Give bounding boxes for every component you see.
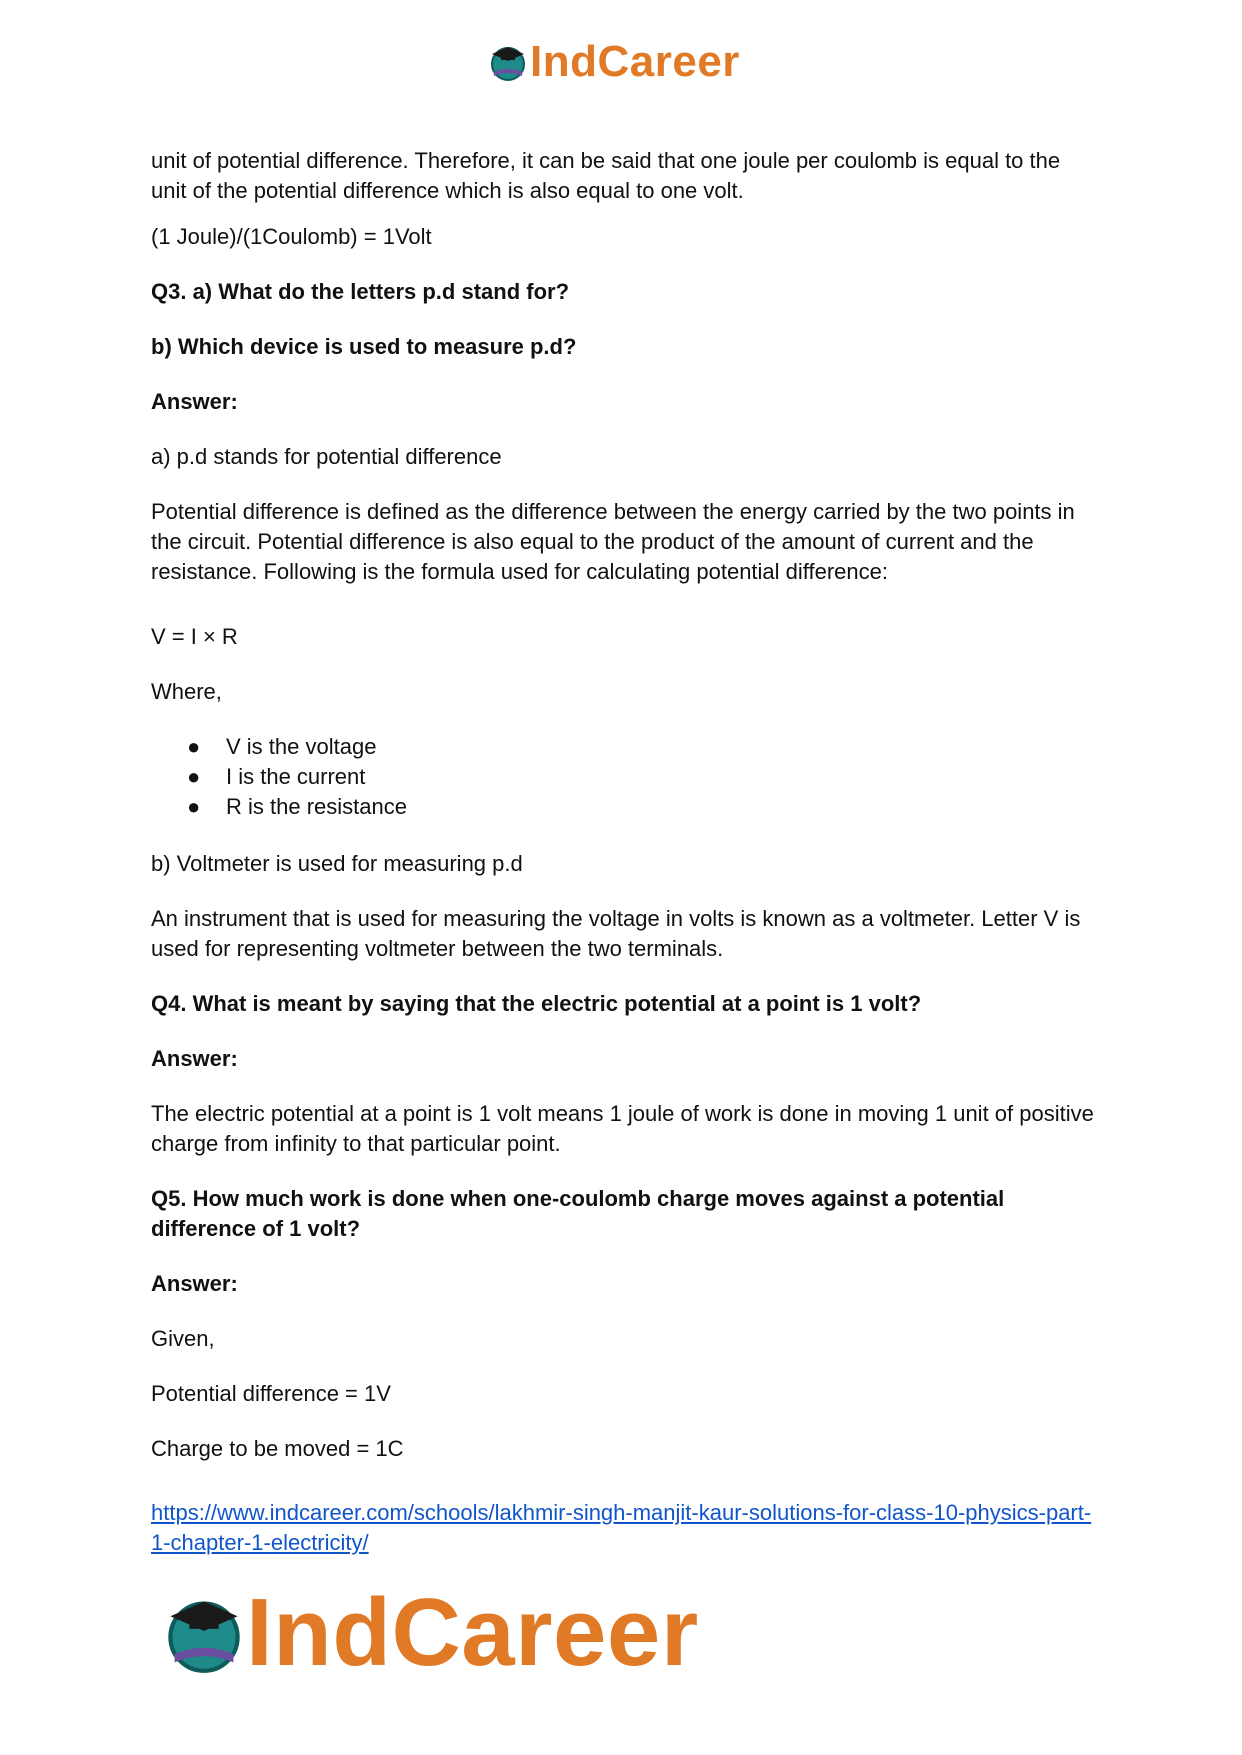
- paragraph: unit of potential difference. Therefore, it can be said that one joule per coulomb is equal to the unit of the potential difference which is also equal to one volt.: [151, 148, 1061, 203]
- paragraph: Where,: [151, 679, 222, 704]
- question-heading: Q4. What is meant by saying that the electric potential at a point is 1 volt?: [151, 991, 922, 1016]
- list-item-text: R is the resistance: [226, 794, 407, 819]
- formula: V = I × R: [151, 624, 238, 649]
- logo-text: IndCareer: [530, 37, 740, 86]
- graduation-cap-book-globe-icon: [162, 1591, 246, 1675]
- logo-text: IndCareer: [246, 1579, 699, 1686]
- list-item: [151, 762, 407, 792]
- bullet-marker: ●: [187, 764, 201, 789]
- paragraph: Given,: [151, 1326, 215, 1351]
- bullet-marker: ●: [187, 734, 201, 759]
- answer-label: Answer:: [151, 1271, 238, 1296]
- answer-label: Answer:: [151, 1046, 238, 1071]
- paragraph: Potential difference is defined as the difference between the energy carried by the two points in the circuit. Potential difference is also equal to the product of the amount of current and the resistance. Following is the formula used for calculating potential difference:: [151, 499, 1075, 584]
- question-heading: b) Which device is used to measure p.d?: [151, 334, 577, 359]
- paragraph: a) p.d stands for potential difference: [151, 444, 502, 469]
- paragraph: (1 Joule)/(1Coulomb) = 1Volt: [151, 224, 432, 249]
- paragraph: An instrument that is used for measuring the voltage in volts is known as a voltmeter. Letter V is used for representing voltmeter between the two terminals.: [151, 906, 1081, 961]
- list-item-text: V is the voltage: [226, 734, 377, 759]
- list-item-text: I is the current: [226, 764, 366, 789]
- footer-logo: [162, 1579, 699, 1686]
- question-heading: Q5. How much work is done when one-coulomb charge moves against a potential difference of 1 volt?: [151, 1186, 1005, 1241]
- source-link[interactable]: https://www.indcareer.com/schools/lakhmir-singh-manjit-kaur-solutions-for-class-10-physics-part-1-chapter-1-electricity/: [151, 1500, 1092, 1555]
- bullet-marker: ●: [187, 794, 201, 819]
- bullet-list: [151, 732, 407, 822]
- answer-label: Answer:: [151, 389, 238, 414]
- list-item: [151, 732, 407, 762]
- list-item: [151, 792, 407, 822]
- header-logo: [488, 37, 740, 86]
- paragraph: The electric potential at a point is 1 volt means 1 joule of work is done in moving 1 unit of positive charge from infinity to that particular point.: [151, 1101, 1094, 1156]
- source-link-paragraph: [151, 1498, 1101, 1558]
- paragraph: Charge to be moved = 1C: [151, 1436, 404, 1461]
- paragraph: Potential difference = 1V: [151, 1381, 391, 1406]
- question-heading: Q3. a) What do the letters p.d stand for?: [151, 279, 570, 304]
- graduation-cap-book-globe-icon: [488, 42, 528, 82]
- paragraph: b) Voltmeter is used for measuring p.d: [151, 851, 523, 876]
